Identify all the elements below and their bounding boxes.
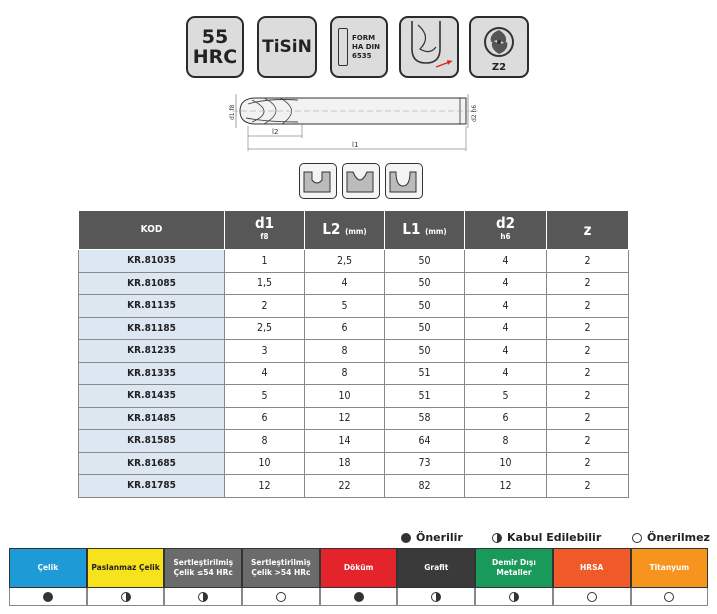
table-cell: 10 (305, 385, 385, 408)
tool-drawing (228, 92, 488, 152)
form-line-2: HA DIN (352, 42, 380, 51)
header-l2: L2 (mm) (305, 211, 385, 250)
table-row (79, 250, 629, 273)
table-cell: 6 (225, 407, 305, 430)
product-code: KR.81235 (79, 340, 225, 363)
product-code: KR.81085 (79, 272, 225, 295)
table-cell: 2 (547, 407, 629, 430)
product-code: KR.81685 (79, 452, 225, 475)
half-circle-icon (492, 533, 502, 543)
product-code: KR.81335 (79, 362, 225, 385)
table-cell: 2 (547, 430, 629, 453)
table-cell: 6 (305, 317, 385, 340)
table-cell: 2 (547, 475, 629, 498)
material-rating (475, 588, 553, 606)
material-label: Demir Dışı Metaller (475, 548, 553, 588)
table-cell: 10 (225, 452, 305, 475)
material-rating (631, 588, 709, 606)
half-circle-icon (121, 592, 131, 602)
material-row (9, 548, 709, 588)
coating-label: TiSiN (262, 37, 312, 57)
table-cell: 12 (305, 407, 385, 430)
material-label: Paslanmaz Çelik (87, 548, 165, 588)
half-circle-icon (431, 592, 441, 602)
full-circle-icon (43, 592, 53, 602)
product-code: KR.81135 (79, 295, 225, 318)
material-label: Titanyum (631, 548, 709, 588)
material-rating (242, 588, 320, 606)
table-cell: 73 (385, 452, 465, 475)
table-row (79, 407, 629, 430)
table-cell: 2 (547, 340, 629, 363)
table-cell: 4 (305, 272, 385, 295)
profile-shape-3 (385, 163, 423, 199)
half-circle-icon (198, 592, 208, 602)
table-cell: 4 (465, 362, 547, 385)
material-label: Döküm (320, 548, 398, 588)
full-circle-icon (401, 533, 411, 543)
table-cell: 2 (547, 385, 629, 408)
table-cell: 5 (225, 385, 305, 408)
table-cell: 51 (385, 362, 465, 385)
d2-label: d2 h6 (471, 104, 478, 122)
table-cell: 4 (465, 295, 547, 318)
table-cell: 1,5 (225, 272, 305, 295)
header-kod: KOD (79, 211, 225, 250)
table-row (79, 362, 629, 385)
material-label: Sertleştirilmiş Çelik >54 HRc (242, 548, 320, 588)
table-row (79, 340, 629, 363)
product-code: KR.81035 (79, 250, 225, 273)
flute-icon (479, 22, 519, 62)
table-cell: 22 (305, 475, 385, 498)
table-cell: 2 (547, 272, 629, 295)
header-l1: L1 (mm) (385, 211, 465, 250)
table-cell: 8 (465, 430, 547, 453)
table-cell: 58 (385, 407, 465, 430)
table-cell: 4 (465, 272, 547, 295)
legend-acceptable: Kabul Edilebilir (492, 531, 601, 544)
table-cell: 14 (305, 430, 385, 453)
empty-circle-icon (587, 592, 597, 602)
empty-circle-icon (632, 533, 642, 543)
table-cell: 50 (385, 295, 465, 318)
hardness-unit: HRC (192, 46, 238, 68)
product-code: KR.81485 (79, 407, 225, 430)
material-rating (553, 588, 631, 606)
hardness-value: 55 (201, 26, 229, 48)
table-cell: 8 (225, 430, 305, 453)
table-cell: 12 (225, 475, 305, 498)
table-row (79, 430, 629, 453)
table-cell: 50 (385, 272, 465, 295)
flutes-label: Z2 (491, 62, 507, 73)
product-code: KR.81585 (79, 430, 225, 453)
header-d1: d1 f8 (225, 211, 305, 250)
hardness-badge (186, 16, 244, 78)
product-code: KR.81435 (79, 385, 225, 408)
table-cell: 4 (225, 362, 305, 385)
material-label: Çelik (9, 548, 87, 588)
table-row (79, 295, 629, 318)
material-rating (9, 588, 87, 606)
table-cell: 4 (465, 250, 547, 273)
table-cell: 50 (385, 250, 465, 273)
table-row (79, 452, 629, 475)
coating-badge (257, 16, 317, 78)
product-code: KR.81185 (79, 317, 225, 340)
full-circle-icon (354, 592, 364, 602)
table-cell: 2,5 (305, 250, 385, 273)
table-cell: 64 (385, 430, 465, 453)
l2-label: l2 (272, 128, 279, 136)
table-cell: 10 (465, 452, 547, 475)
product-table (78, 210, 629, 498)
table-cell: 6 (465, 407, 547, 430)
material-rating (87, 588, 165, 606)
form-line-1: FORM (352, 33, 376, 42)
header-z: z (547, 211, 629, 250)
table-cell: 51 (385, 385, 465, 408)
l1-label: l1 (352, 141, 359, 149)
half-circle-icon (509, 592, 519, 602)
table-cell: 3 (225, 340, 305, 363)
table-cell: 50 (385, 340, 465, 363)
table-cell: 4 (465, 317, 547, 340)
table-cell: 2 (547, 452, 629, 475)
table-cell: 8 (305, 340, 385, 363)
table-row (79, 317, 629, 340)
shank-icon (338, 28, 348, 66)
table-cell: 18 (305, 452, 385, 475)
table-row (79, 272, 629, 295)
table-cell: 2,5 (225, 317, 305, 340)
table-cell: 2 (547, 362, 629, 385)
product-code: KR.81785 (79, 475, 225, 498)
table-cell: 1 (225, 250, 305, 273)
material-label: HRSA (553, 548, 631, 588)
table-row (79, 475, 629, 498)
material-rating (397, 588, 475, 606)
table-cell: 8 (305, 362, 385, 385)
material-rating (164, 588, 242, 606)
table-cell: 2 (547, 317, 629, 340)
d1-label: d1 f8 (229, 104, 236, 120)
profile-shape-1 (299, 163, 337, 199)
form-line-3: 6535 (352, 51, 372, 60)
flutes-badge (469, 16, 529, 78)
table-header-row (79, 211, 629, 250)
material-rating (320, 588, 398, 606)
table-cell: 5 (305, 295, 385, 318)
profile-shape-2 (342, 163, 380, 199)
table-cell: 2 (547, 295, 629, 318)
table-cell: 5 (465, 385, 547, 408)
legend-recommended: Önerilir (401, 531, 463, 544)
material-label: Sertleştirilmiş Çelik ≤54 HRc (164, 548, 242, 588)
table-cell: 12 (465, 475, 547, 498)
form-badge (330, 16, 388, 78)
header-d2: d2 h6 (465, 211, 547, 250)
empty-circle-icon (276, 592, 286, 602)
legend-not-recommended: Önerilmez (632, 531, 710, 544)
table-cell: 50 (385, 317, 465, 340)
table-cell: 82 (385, 475, 465, 498)
material-rating-row (9, 588, 709, 606)
ball-nose-badge (399, 16, 459, 78)
table-row (79, 385, 629, 408)
table-cell: 2 (547, 250, 629, 273)
ball-nose-icon (402, 19, 456, 75)
empty-circle-icon (664, 592, 674, 602)
material-label: Grafit (397, 548, 475, 588)
table-cell: 4 (465, 340, 547, 363)
table-cell: 2 (225, 295, 305, 318)
